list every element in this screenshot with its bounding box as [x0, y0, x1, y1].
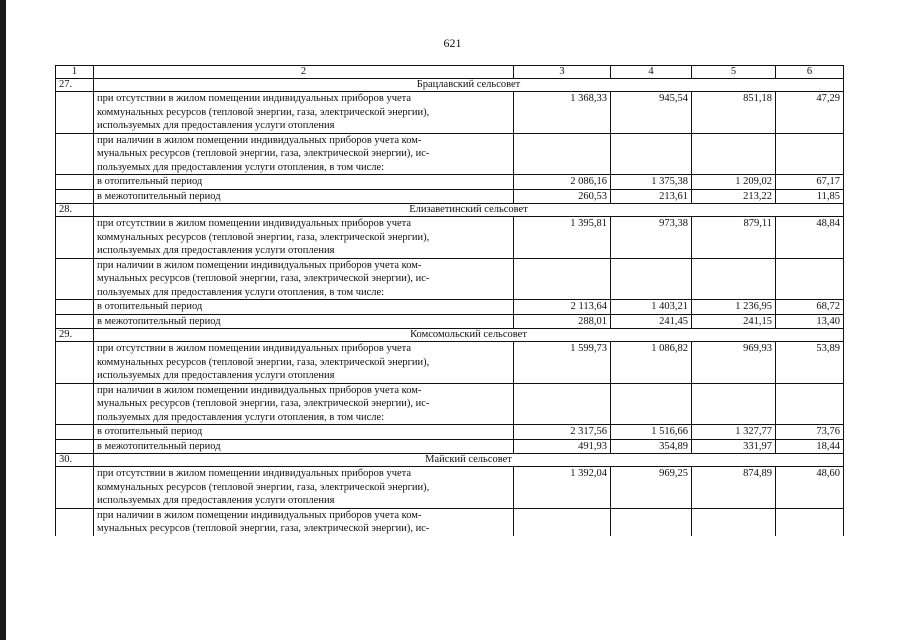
value-cell-col4: [611, 508, 692, 536]
value-cell-col5: 874,89: [692, 467, 776, 509]
section-row: [56, 329, 844, 342]
description-line: при отсутствии в жилом помещении индивидуальных приборов учета: [97, 468, 412, 479]
description-line: при наличии в жилом помещении индивидуальных приборов учета ком-: [97, 134, 422, 146]
table-row: [56, 508, 844, 536]
value-cell-col5: 851,18: [692, 92, 776, 134]
empty-number-cell: [56, 258, 94, 300]
value-cell-col3: 2 113,64: [514, 300, 611, 315]
value-cell-col5: 241,15: [692, 314, 776, 329]
section-number: 28.: [56, 204, 94, 217]
value-cell-col5: [692, 508, 776, 536]
section-number: 29.: [56, 329, 94, 342]
value-cell-col4: 1 516,66: [611, 425, 692, 440]
empty-number-cell: [56, 300, 94, 315]
value-cell-col6: 13,40: [776, 314, 844, 329]
value-cell-col3: 260,53: [514, 189, 611, 204]
description-line: мунальных ресурсов (тепловой энергии, газа, электрической энергии), ис-: [97, 398, 430, 409]
empty-number-cell: [56, 383, 94, 425]
column-header: 3: [514, 66, 611, 79]
row-description: [94, 258, 514, 300]
value-cell-col4: 973,38: [611, 217, 692, 259]
description-line: в отопительный период: [97, 176, 203, 187]
empty-number-cell: [56, 425, 94, 440]
row-description: [94, 383, 514, 425]
empty-number-cell: [56, 439, 94, 454]
empty-number-cell: [56, 92, 94, 134]
value-cell-col6: 67,17: [776, 175, 844, 190]
value-cell-col6: [776, 133, 844, 175]
value-cell-col5: 1 236,95: [692, 300, 776, 315]
row-description: [94, 314, 514, 329]
section-row: [56, 79, 844, 92]
table-body: [56, 66, 844, 536]
row-description: [94, 189, 514, 204]
description-line: коммунальных ресурсов (тепловой энергии, газа, электрической энергии),: [97, 106, 430, 118]
value-cell-col4: 969,25: [611, 467, 692, 509]
empty-number-cell: [56, 314, 94, 329]
table-row: [56, 467, 844, 509]
description-line: в отопительный период: [97, 426, 203, 437]
row-description: [94, 300, 514, 315]
value-cell-col6: 53,89: [776, 342, 844, 384]
description-line: мунальных ресурсов (тепловой энергии, газа, электрической энергии), ис-: [97, 273, 430, 284]
value-cell-col4: 354,89: [611, 439, 692, 454]
value-cell-col6: 48,60: [776, 467, 844, 509]
value-cell-col5: [692, 133, 776, 175]
description-line: при отсутствии в жилом помещении индивидуальных приборов учета: [97, 218, 412, 229]
value-cell-col6: 11,85: [776, 189, 844, 204]
value-cell-col3: [514, 258, 611, 300]
description-line: в межотопительный период: [97, 440, 221, 452]
table-row: [56, 425, 844, 440]
description-line: используемых для предоставления услуги отопления: [97, 245, 335, 256]
description-line: при наличии в жилом помещении индивидуальных приборов учета ком-: [97, 259, 422, 271]
value-cell-col3: 1 368,33: [514, 92, 611, 134]
description-line: используемых для предоставления услуги отопления: [97, 370, 335, 381]
value-cell-col4: [611, 133, 692, 175]
value-cell-col6: [776, 383, 844, 425]
description-line: пользуемых для предоставления услуги отопления, в том числе:: [97, 411, 385, 423]
value-cell-col4: 1 086,82: [611, 342, 692, 384]
empty-number-cell: [56, 189, 94, 204]
row-description: [94, 133, 514, 175]
value-cell-col6: [776, 258, 844, 300]
description-line: в межотопительный период: [97, 315, 221, 327]
description-line: пользуемых для предоставления услуги отопления, в том числе:: [97, 161, 385, 173]
description-line: мунальных ресурсов (тепловой энергии, газа, электрической энергии), ис-: [97, 523, 430, 534]
description-line: мунальных ресурсов (тепловой энергии, газа, электрической энергии), ис-: [97, 148, 430, 159]
description-line: при наличии в жилом помещении индивидуальных приборов учета ком-: [97, 384, 422, 396]
section-title: Майский сельсовет: [94, 454, 844, 467]
row-description: [94, 439, 514, 454]
row-description: [94, 508, 514, 536]
section-title: Комсомольский сельсовет: [94, 329, 844, 342]
description-line: пользуемых для предоставления услуги отопления, в том числе:: [97, 286, 385, 298]
section-title: Елизаветинский сельсовет: [94, 204, 844, 217]
empty-number-cell: [56, 175, 94, 190]
value-cell-col6: 48,84: [776, 217, 844, 259]
description-line: коммунальных ресурсов (тепловой энергии, газа, электрической энергии),: [97, 481, 430, 493]
value-cell-col3: 491,93: [514, 439, 611, 454]
table-row: [56, 383, 844, 425]
description-line: коммунальных ресурсов (тепловой энергии, газа, электрической энергии),: [97, 231, 430, 243]
table-row: [56, 342, 844, 384]
empty-number-cell: [56, 217, 94, 259]
value-cell-col3: 1 392,04: [514, 467, 611, 509]
value-cell-col3: [514, 508, 611, 536]
value-cell-col3: 1 599,73: [514, 342, 611, 384]
column-header: 5: [692, 66, 776, 79]
column-header: 4: [611, 66, 692, 79]
description-line: используемых для предоставления услуги отопления: [97, 120, 335, 131]
section-number: 30.: [56, 454, 94, 467]
value-cell-col5: 1 327,77: [692, 425, 776, 440]
description-line: при наличии в жилом помещении индивидуальных приборов учета ком-: [97, 509, 422, 521]
value-cell-col4: 213,61: [611, 189, 692, 204]
value-cell-col3: 1 395,81: [514, 217, 611, 259]
description-line: в отопительный период: [97, 301, 203, 312]
table-row: [56, 175, 844, 190]
row-description: [94, 217, 514, 259]
row-description: [94, 425, 514, 440]
value-cell-col3: 2 086,16: [514, 175, 611, 190]
row-description: [94, 467, 514, 509]
value-cell-col5: [692, 383, 776, 425]
row-description: [94, 342, 514, 384]
description-line: в межотопительный период: [97, 190, 221, 202]
value-cell-col6: 68,72: [776, 300, 844, 315]
empty-number-cell: [56, 467, 94, 509]
column-header: 1: [56, 66, 94, 79]
table-row: [56, 258, 844, 300]
empty-number-cell: [56, 133, 94, 175]
value-cell-col4: 945,54: [611, 92, 692, 134]
section-title: Брацлавский сельсовет: [94, 79, 844, 92]
column-header: 2: [94, 66, 514, 79]
value-cell-col5: 331,97: [692, 439, 776, 454]
scan-left-edge: [0, 0, 6, 640]
value-cell-col4: [611, 258, 692, 300]
value-cell-col5: [692, 258, 776, 300]
value-cell-col3: 288,01: [514, 314, 611, 329]
table-row: [56, 314, 844, 329]
value-cell-col4: 1 375,38: [611, 175, 692, 190]
empty-number-cell: [56, 508, 94, 536]
section-row: [56, 454, 844, 467]
table-row: [56, 439, 844, 454]
tariff-table: [55, 65, 844, 536]
value-cell-col6: [776, 508, 844, 536]
table-row: [56, 92, 844, 134]
section-number: 27.: [56, 79, 94, 92]
value-cell-col6: 18,44: [776, 439, 844, 454]
table-row: [56, 217, 844, 259]
value-cell-col3: [514, 383, 611, 425]
column-header-row: [56, 66, 844, 79]
value-cell-col6: 73,76: [776, 425, 844, 440]
value-cell-col5: 879,11: [692, 217, 776, 259]
page-number: 621: [443, 36, 462, 50]
row-description: [94, 92, 514, 134]
empty-number-cell: [56, 342, 94, 384]
column-header: 6: [776, 66, 844, 79]
table-row: [56, 133, 844, 175]
table-row: [56, 300, 844, 315]
table-row: [56, 189, 844, 204]
value-cell-col6: 47,29: [776, 92, 844, 134]
value-cell-col5: 969,93: [692, 342, 776, 384]
value-cell-col5: 1 209,02: [692, 175, 776, 190]
description-line: используемых для предоставления услуги отопления: [97, 495, 335, 506]
description-line: коммунальных ресурсов (тепловой энергии, газа, электрической энергии),: [97, 356, 430, 368]
row-description: [94, 175, 514, 190]
value-cell-col4: 241,45: [611, 314, 692, 329]
value-cell-col5: 213,22: [692, 189, 776, 204]
value-cell-col3: [514, 133, 611, 175]
section-row: [56, 204, 844, 217]
value-cell-col4: [611, 383, 692, 425]
value-cell-col3: 2 317,56: [514, 425, 611, 440]
description-line: при отсутствии в жилом помещении индивидуальных приборов учета: [97, 93, 412, 104]
description-line: при отсутствии в жилом помещении индивидуальных приборов учета: [97, 343, 412, 354]
value-cell-col4: 1 403,21: [611, 300, 692, 315]
